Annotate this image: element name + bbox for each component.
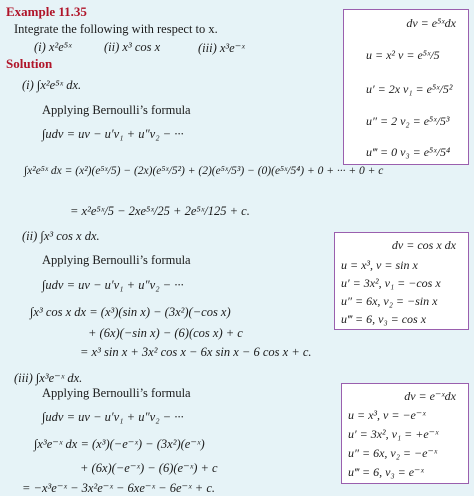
box-row: u′ = 3x², v₁ = −cos x (341, 276, 441, 290)
part-ii-method: Applying Bernoulli’s formula (42, 253, 191, 267)
part-ii-label: (ii) ∫x³ cos x dx. (22, 229, 100, 243)
part-i-substitution-box (343, 9, 469, 165)
part-i-line1: ∫x²e⁵ˣ dx = (x²)(e⁵ˣ/5) − (2x)(e⁵ˣ/5²) + (2)(e⁵ˣ/5³) − (0)(e⁵ˣ/5⁴) + 0 + ··· + 0 + c (24, 165, 384, 177)
box-row: u = x³, v = sin x (341, 258, 418, 272)
box-row: u′ = 2x v₁ = e⁵ˣ/5² (366, 82, 453, 96)
box-row: u‴ = 6, v₃ = e⁻ˣ (348, 465, 424, 479)
part-iii-line1: ∫x³e⁻ˣ dx = (x³)(−e⁻ˣ) − (3x²)(e⁻ˣ) (34, 437, 205, 451)
box-row: u″ = 6x, v₂ = −sin x (341, 294, 438, 308)
part-iii-line3: = −x³e⁻ˣ − 3x²e⁻ˣ − 6xe⁻ˣ − 6e⁻ˣ + c. (22, 481, 215, 495)
part-i-question: (i) x²e⁵ˣ (34, 40, 72, 54)
part-i-label: (i) ∫x²e⁵ˣ dx. (22, 78, 82, 92)
part-iii-question: (iii) x³e⁻ˣ (198, 41, 245, 55)
box-row: u″ = 6x, v₂ = −e⁻ˣ (348, 446, 438, 460)
part-ii-line2: + (6x)(−sin x) − (6)(cos x) + c (88, 326, 243, 340)
box-row: dv = e⁻ˣdx (404, 389, 456, 403)
box-row: dv = e⁵ˣdx (406, 16, 456, 30)
example-title: Example 11.35 (6, 4, 87, 19)
part-ii-question: (ii) x³ cos x (104, 40, 161, 54)
box-row: u = x³, v = −e⁻ˣ (348, 408, 426, 422)
part-ii-formula: ∫udv = uv − u′v₁ + u″v₂ − ··· (42, 278, 184, 292)
part-iii-formula: ∫udv = uv − u′v₁ + u″v₂ − ··· (42, 410, 184, 424)
part-i-formula: ∫udv = uv − u′v₁ + u″v₂ − ··· (42, 127, 184, 141)
box-row: u = x² v = e⁵ˣ/5 (366, 48, 440, 62)
box-row: dv = cos x dx (391, 238, 456, 252)
question-text: Integrate the following with respect to x. (14, 22, 218, 36)
part-iii-line2: + (6x)(−e⁻ˣ) − (6)(e⁻ˣ) + c (80, 461, 218, 475)
part-iii-substitution-box (341, 383, 469, 484)
part-ii-line3: = x³ sin x + 3x² cos x − 6x sin x − 6 cos x + c. (80, 345, 312, 359)
solution-label: Solution (6, 56, 53, 71)
part-iii-label: (iii) ∫x³e⁻ˣ dx. (14, 371, 83, 385)
box-row: u‴ = 0 v₃ = e⁵ˣ/5⁴ (366, 145, 451, 159)
part-i-method: Applying Bernoulli’s formula (42, 103, 191, 117)
part-ii-line1: ∫x³ cos x dx = (x³)(sin x) − (3x²)(−cos x) (30, 305, 231, 319)
box-row: u‴ = 6, v₃ = cos x (341, 312, 427, 326)
box-row: u′ = 3x², v₁ = +e⁻ˣ (348, 427, 439, 441)
part-i-line2: = x²e⁵ˣ/5 − 2xe⁵ˣ/25 + 2e⁵ˣ/125 + c. (70, 204, 250, 218)
part-ii-substitution-box (334, 232, 469, 330)
part-iii-method: Applying Bernoulli’s formula (42, 386, 191, 400)
box-row: u″ = 2 v₂ = e⁵ˣ/5³ (366, 114, 450, 128)
